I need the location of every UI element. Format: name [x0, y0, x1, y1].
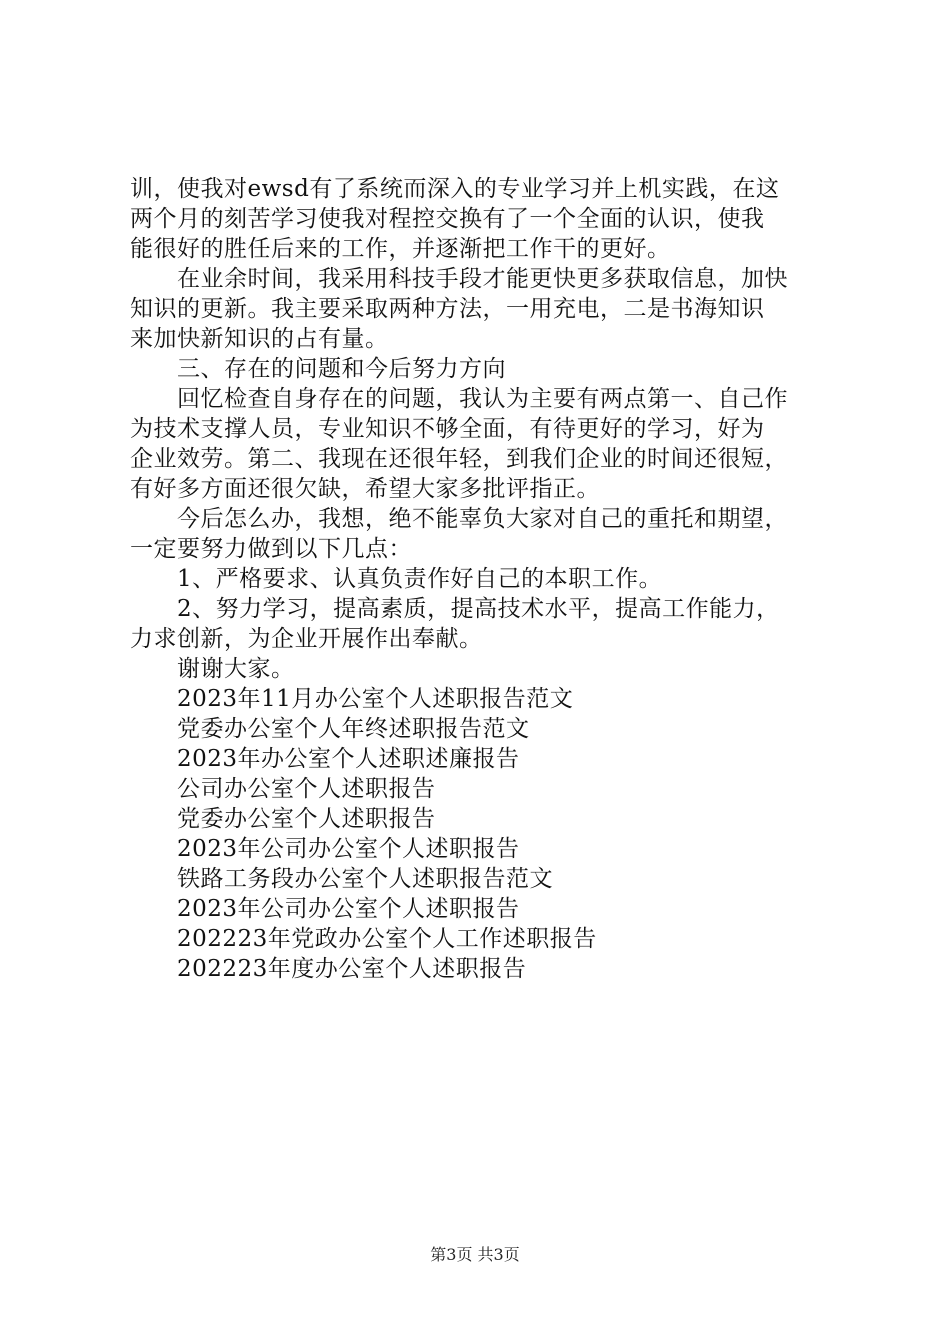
text-line: 知识的更新。我主要采取两种方法，一用充电，二是书海知识 — [130, 296, 765, 322]
related-title: 202223年度办公室个人述职报告 — [177, 956, 527, 982]
paragraph-start: 回忆检查自身存在的问题，我认为主要有两点第一、自己作 — [177, 386, 788, 412]
text-line: 能很好的胜任后来的工作，并逐渐把工作干的更好。 — [130, 236, 671, 262]
related-title: 党委办公室个人述职报告 — [177, 806, 436, 832]
text-line: 一定要努力做到以下几点： — [130, 536, 412, 562]
related-title: 2023年公司办公室个人述职报告 — [177, 836, 520, 862]
text-line: 来加快新知识的占有量。 — [130, 326, 389, 352]
list-item: 2、努力学习，提高素质，提高技术水平，提高工作能力， — [177, 596, 780, 622]
related-title: 202223年党政办公室个人工作述职报告 — [177, 926, 597, 952]
related-title: 公司办公室个人述职报告 — [177, 776, 436, 802]
closing-line: 谢谢大家。 — [177, 656, 295, 682]
page-number-footer: 第3页 共3页 — [430, 1245, 520, 1264]
paragraph-start: 今后怎么办，我想，绝不能辜负大家对自己的重托和期望， — [177, 506, 788, 532]
related-title: 党委办公室个人年终述职报告范文 — [177, 716, 530, 742]
text-line: 力求创新，为企业开展作出奉献。 — [130, 626, 483, 652]
text-line: 有好多方面还很欠缺，希望大家多批评指正。 — [130, 476, 600, 502]
text-line: 为技术支撑人员，专业知识不够全面，有待更好的学习，好为 — [130, 416, 765, 442]
related-title: 2023年11月办公室个人述职报告范文 — [177, 686, 574, 712]
section-heading: 三、存在的问题和今后努力方向 — [177, 356, 506, 382]
document-body — [130, 174, 830, 984]
list-item: 1、严格要求、认真负责作好自己的本职工作。 — [177, 566, 663, 592]
text-line: 两个月的刻苦学习使我对程控交换有了一个全面的认识，使我 — [130, 206, 765, 232]
related-title: 2023年公司办公室个人述职报告 — [177, 896, 520, 922]
related-title: 2023年办公室个人述职述廉报告 — [177, 746, 520, 772]
text-line: 训，使我对ewsd有了系统而深入的专业学习并上机实践，在这 — [130, 176, 780, 202]
paragraph-start: 在业余时间，我采用科技手段才能更快更多获取信息，加快 — [177, 266, 788, 292]
text-line: 企业效劳。第二、我现在还很年轻，到我们企业的时间还很短， — [130, 446, 788, 472]
related-title: 铁路工务段办公室个人述职报告范文 — [177, 866, 553, 892]
